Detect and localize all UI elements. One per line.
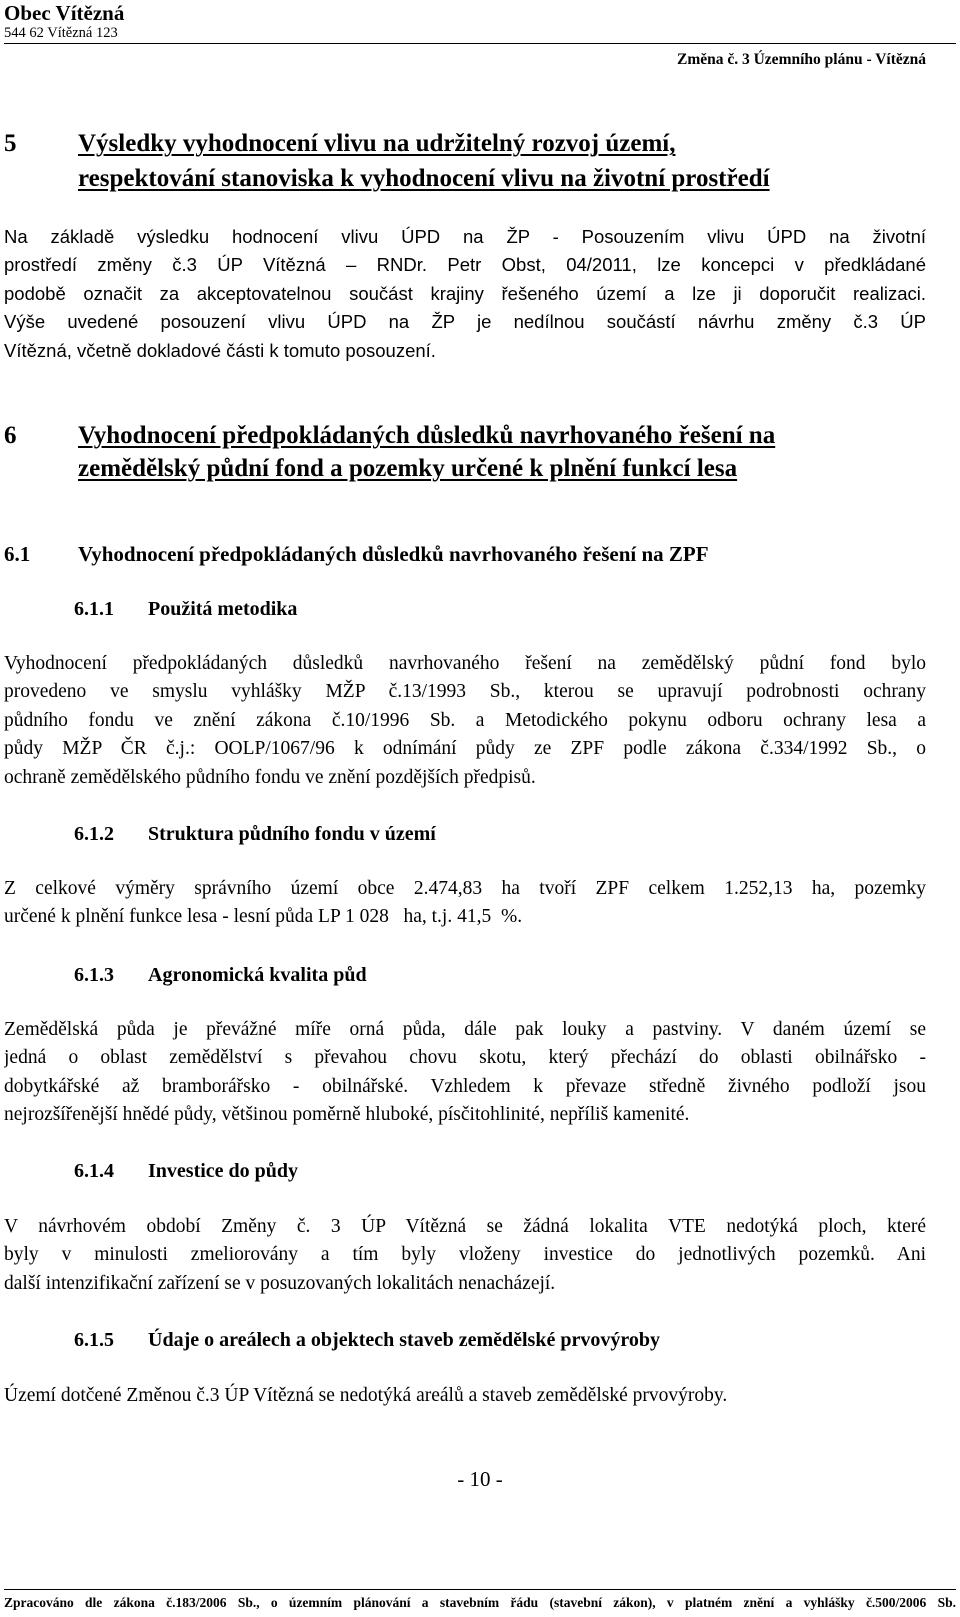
section-6-1-5-paragraph	[4, 1382, 926, 1410]
header-divider	[4, 43, 956, 44]
text-line: Vyhodnocení předpokládaných důsledků navrhovaného řešení na zemědělský půdní fond bylo	[4, 653, 926, 674]
section-number: 6.1.4	[74, 1160, 114, 1182]
header-address: 544 62 Vítězná 123	[4, 25, 118, 41]
section-title-line-1: Výsledky vyhodnocení vlivu na udržitelný rozvoj území,	[78, 130, 676, 157]
section-title-line-1: Vyhodnocení předpokládaných důsledků navrhovaného řešení na	[78, 422, 776, 449]
text-line: určené k plnění funkce lesa - lesní půda LP 1 028 ha, t.j. 41,5 %.	[4, 906, 523, 928]
section-title-line-2: respektování stanoviska k vyhodnocení vlivu na životní prostředí	[78, 165, 770, 192]
section-title: Investice do půdy	[148, 1160, 299, 1182]
text-line: Na základě výsledku hodnocení vlivu ÚPD na ŽP - Posouzením vlivu ÚPD na životní	[4, 226, 926, 247]
section-number: 6.1.1	[74, 598, 114, 620]
text-line: prostředí změny č.3 ÚP Vítězná – RNDr. Petr Obst, 04/2011, lze koncepci v předkládané	[4, 254, 926, 276]
section-title-line-2: zemědělský půdní fond a pozemky určené k plnění funkcí lesa	[78, 455, 738, 482]
text-line: podobě označit za akceptovatelnou součást krajiny řešeného území a lze ji doporučit realizaci.	[4, 282, 926, 304]
text-line: půdního fondu ve znění zákona č.10/1996 Sb. a Metodického pokynu odboru ochrany lesa a	[4, 709, 926, 731]
section-number: 6.1.5	[74, 1329, 114, 1351]
text-line: byly v minulosti zmeliorovány a tím byly vloženy investice do jednotlivých pozemků. Ani	[4, 1244, 926, 1266]
text-line: ochraně zemědělského půdního fondu ve znění pozdějších předpisů.	[4, 766, 536, 788]
section-number: 6	[4, 422, 17, 449]
section-title: Vyhodnocení předpokládaných důsledků navrhovaného řešení na ZPF	[78, 542, 709, 566]
section-number: 6.1.2	[74, 823, 114, 845]
footer-text: Zpracováno dle zákona č.183/2006 Sb., o územním plánování a stavebním řádu (stavební zákon), v platném znění a vyhlášky č.500/2006 Sb.	[4, 1595, 956, 1610]
text-line: Zemědělská půda je převážné míře orná půda, dále pak louky a pastviny. V daném území se	[4, 1019, 926, 1040]
section-6-1-4-paragraph	[4, 1213, 926, 1298]
text-line: provedeno ve smyslu vyhlášky MŽP č.13/1993 Sb., kterou se upravují podrobnosti ochrany	[4, 681, 926, 703]
text-line: Z celkové výměry správního území obce 2.474,83 ha tvoří ZPF celkem 1.252,13 ha, pozemky	[4, 878, 926, 899]
section-title: Struktura půdního fondu v území	[148, 823, 436, 845]
header-document-title: Změna č. 3 Územního plánu - Vítězná	[676, 51, 926, 68]
text-line: V návrhovém období Změny č. 3 ÚP Vítězná se žádná lokalita VTE nedotýká ploch, které	[4, 1216, 926, 1237]
section-number: 6.1	[4, 542, 31, 566]
footer-divider	[4, 1589, 956, 1590]
section-6-1-3-paragraph	[4, 1016, 926, 1130]
text-line: nejrozšířenější hnědé půdy, většinou poměrně hluboké, písčitohlinité, nepříliš kamenité.	[4, 1104, 690, 1126]
section-title: Agronomická kvalita půd	[148, 964, 367, 986]
section-number: 6.1.3	[74, 964, 114, 986]
section-title: Údaje o areálech a objektech staveb zemědělské prvovýroby	[148, 1329, 660, 1351]
text-line: půdy MŽP ČR č.j.: OOLP/1067/96 k odnímání půdy ze ZPF podle zákona č.334/1992 Sb., o	[4, 738, 926, 760]
section-title: Použitá metodika	[148, 598, 298, 620]
section-6-1-1-paragraph	[4, 650, 926, 792]
text-line: další intenzifikační zařízení se v posuzovaných lokalitách nenacházejí.	[4, 1272, 556, 1294]
text-line: Území dotčené Změnou č.3 ÚP Vítězná se nedotýká areálů a staveb zemědělské prvovýroby.	[4, 1385, 728, 1406]
header-organization: Obec Vítězná	[4, 1, 125, 25]
section-6-1-2-paragraph	[4, 875, 926, 932]
text-line: Vítězná, včetně dokladové části k tomuto posouzení.	[4, 339, 436, 361]
section-5-paragraph	[4, 223, 926, 365]
page-number: - 10 -	[457, 1467, 503, 1491]
section-number: 5	[4, 130, 17, 157]
text-line: jedná o oblast zemědělství s převahou chovu skotu, který přechází do oblasti obilnářsko -	[4, 1047, 926, 1069]
text-line: dobytkářské až bramborářsko - obilnářské. Vzhledem k převaze středně živného podloží jsou	[4, 1075, 926, 1097]
text-line: Výše uvedené posouzení vlivu ÚPD na ŽP je nedílnou součástí návrhu změny č.3 ÚP	[4, 311, 926, 333]
